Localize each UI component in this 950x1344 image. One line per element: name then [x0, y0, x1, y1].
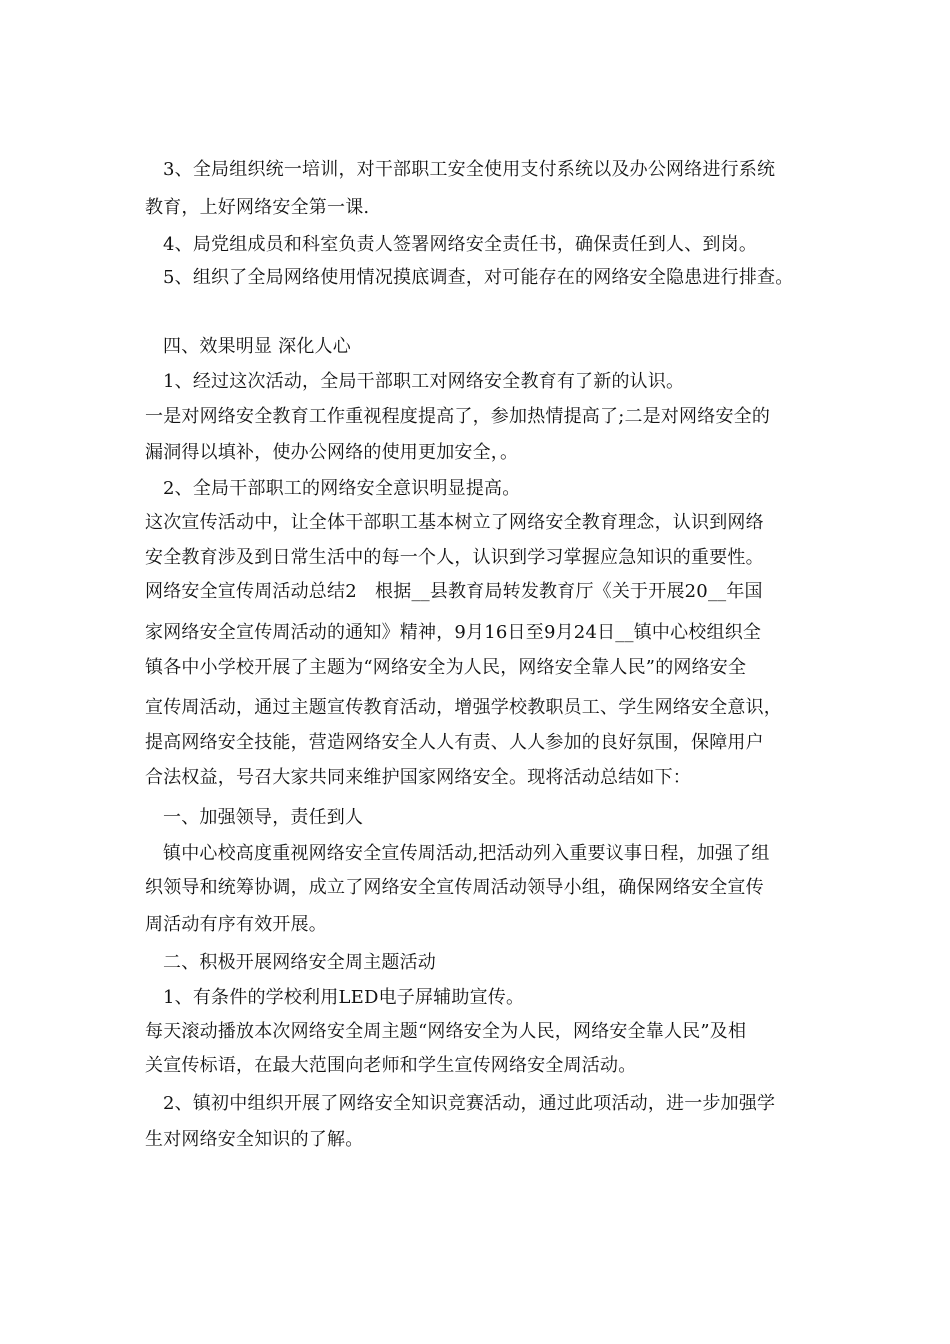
text-line: 合法权益，号召大家共同来维护国家网络安全。现将活动总结如下：	[145, 767, 691, 788]
text-line: 1、有条件的学校利用LED电子屏辅助宣传。	[163, 987, 525, 1008]
text-line: 1、经过这次活动，全局干部职工对网络安全教育有了新的认识。	[163, 371, 685, 392]
text-line: 5、组织了全局网络使用情况摸底调查，对可能存在的网络安全隐患进行排查。	[163, 267, 794, 288]
text-line: 2、全局干部职工的网络安全意识明显提高。	[163, 478, 521, 499]
text-line: 4、局党组成员和科室负责人签署网络安全责任书，确保责任到人、到岗。	[163, 234, 758, 255]
text-line: 家网络安全宣传周活动的通知》精神，9月16日至9月24日__镇中心校组织全	[145, 622, 762, 643]
text-line: 镇各中小学校开展了主题为“网络安全为人民，网络安全靠人民”的网络安全	[145, 657, 747, 678]
text-line: 镇中心校高度重视网络安全宣传周活动,把活动列入重要议事日程，加强了组	[163, 843, 770, 864]
text-line: 教育，上好网络安全第一课.	[145, 197, 370, 218]
text-line: 2、镇初中组织开展了网络安全知识竞赛活动，通过此项活动，进一步加强学	[163, 1093, 776, 1114]
text-line: 宣传周活动，通过主题宣传教育活动，增强学校教职员工、学生网络安全意识，	[145, 697, 782, 718]
text-line: 网络安全宣传周活动总结2 根据__县教育局转发教育厅《关于开展20__年国	[145, 581, 763, 602]
text-line: 织领导和统筹协调，成立了网络安全宣传周活动领导小组，确保网络安全宣传	[145, 877, 764, 898]
section-heading: 一、加强领导，责任到人	[163, 807, 364, 828]
text-line: 周活动有序有效开展。	[145, 914, 327, 935]
text-line: 生对网络安全知识的了解。	[145, 1129, 364, 1150]
text-line: 这次宣传活动中，让全体干部职工基本树立了网络安全教育理念，认识到网络	[145, 512, 764, 533]
section-heading: 四、效果明显 深化人心	[163, 336, 351, 357]
text-line: 漏洞得以填补，使办公网络的使用更加安全，。	[145, 442, 519, 463]
text-line: 3、全局组织统一培训，对干部职工安全使用支付系统以及办公网络进行系统	[163, 159, 776, 180]
text-line: 每天滚动播放本次网络安全周主题“网络安全为人民，网络安全靠人民”及相	[145, 1021, 747, 1042]
text-line: 提高网络安全技能，营造网络安全人人有责、人人参加的良好氛围，保障用户	[145, 732, 764, 753]
text-line: 安全教育涉及到日常生活中的每一个人，认识到学习掌握应急知识的重要性。	[145, 547, 764, 568]
text-line: 一是对网络安全教育工作重视程度提高了，参加热情提高了;二是对网络安全的	[145, 406, 771, 427]
text-line: 关宣传标语，在最大范围向老师和学生宣传网络安全周活动。	[145, 1055, 637, 1076]
section-heading: 二、积极开展网络安全周主题活动	[163, 952, 436, 973]
